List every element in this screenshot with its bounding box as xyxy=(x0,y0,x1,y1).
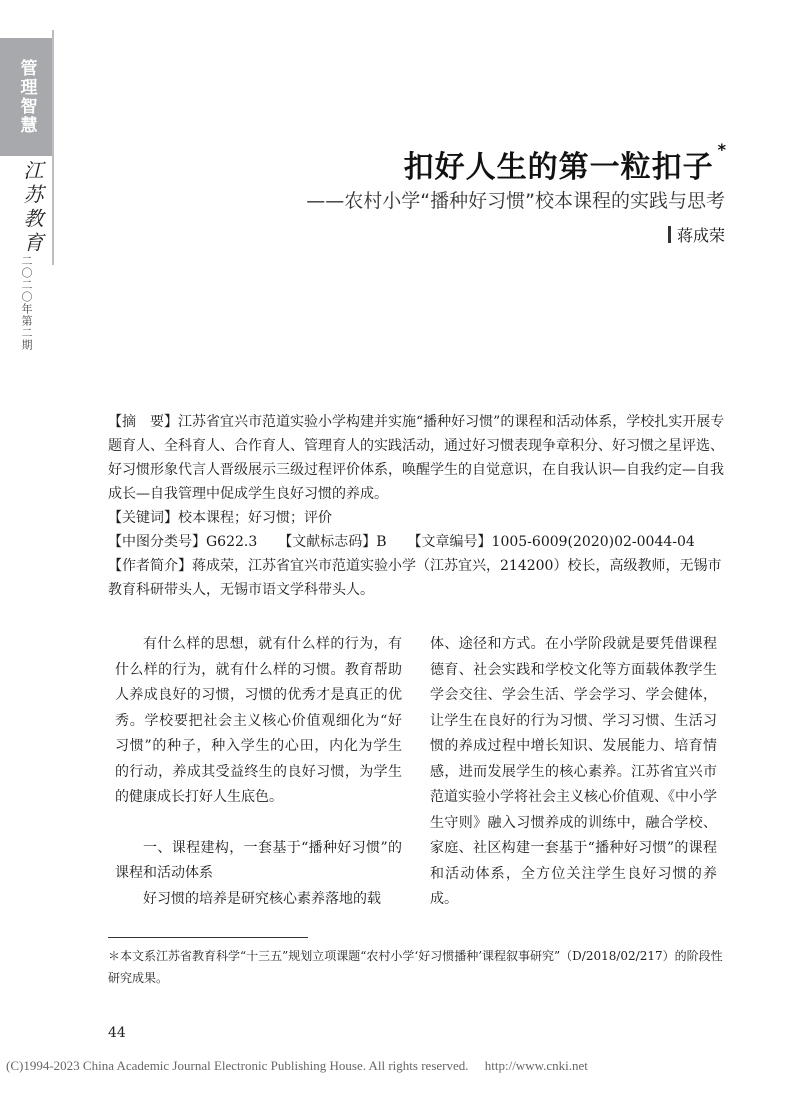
author-name: 蒋成荣 xyxy=(676,226,725,245)
body-paragraph: 有什么样的思想，就有什么样的行为，有什么样的行为，就有什么样的习惯。教育帮助人养成良好的习惯，习惯的优秀才是真正的优秀。学校要把社会主义核心价值观细化为“好习惯”的种子，种入学生的心田，内化为学生的行动，养成其受益终生的良好习惯，为学生的健康成长打好人生底色。 xyxy=(115,636,402,805)
body-column-right xyxy=(430,632,717,913)
article-subtitle: ——农村小学“播种好习惯”校本课程的实践与思考 xyxy=(306,190,725,212)
abstract-block xyxy=(108,410,728,602)
article-title xyxy=(404,142,727,186)
classification-info: 【中图分类号】G622.3 【文献标志码】B 【文章编号】1005-6009(2020)02-0044-04 xyxy=(108,534,695,550)
issue-info: 二〇二〇年第二期 xyxy=(20,255,33,351)
section-heading: 一、课程建构，一套基于“播种好习惯”的课程和活动体系 xyxy=(115,839,402,881)
page-number: 44 xyxy=(108,1025,126,1041)
section-label: 管理智慧 xyxy=(16,59,37,135)
section-tab xyxy=(0,38,54,156)
copyright-notice: (C)1994-2023 China Academic Journal Electronic Publishing House. All rights reserved. http://www.cnki.net xyxy=(6,1058,588,1073)
author-bar xyxy=(668,226,671,243)
body-paragraph: 体、途径和方式。在小学阶段就是要凭借课程德育、社会实践和学校文化等方面载体教学生学会交往、学会生活、学会学习、学会健体，让学生在良好的行为习惯、学习习惯、生活习惯的养成过程中增长知识、发展能力、培育情感，进而发展学生的核心素养。江苏省宜兴市范道实验小学将社会主义核心价值观、《中小学生守则》融入习惯养成的训练中，融合学校、家庭、社区构建一套基于“播种好习惯”的课程和活动体系，全方位关注学生良好习惯的养成。 xyxy=(430,636,717,907)
body-paragraph: 好习惯的培养是研究核心素养落地的载 xyxy=(143,890,381,907)
side-divider xyxy=(52,30,54,265)
journal-name: 江苏教育 xyxy=(20,160,44,256)
footnote: ＊本文系江苏省教育科学“十三五”规划立项课题“农村小学‘好习惯播种’课程叙事研究”（D/2018/02/217）的阶段性研究成果。 xyxy=(108,949,723,985)
author-bio: 【作者简介】蒋成荣，江苏省宜兴市范道实验小学（江苏宜兴，214200）校长，高级教师，无锡市教育科研带头人，无锡市语文学科带头人。 xyxy=(108,558,722,598)
author-line xyxy=(668,223,725,246)
abstract-summary: 【摘 要】江苏省宜兴市范道实验小学构建并实施“播种好习惯”的课程和活动体系，学校扎实开展专题育人、全科育人、合作育人、管理育人的实践活动，通过好习惯表现争章积分、好习惯之星评选、好习惯形象代言人晋级展示三级过程评价体系，唤醒学生的自觉意识，在自我认识—自我约定—自我成长—自我管理中促成学生良好习惯的养成。 xyxy=(108,414,725,502)
body-column-left xyxy=(115,632,402,912)
footnote-divider xyxy=(108,937,308,938)
title-footnote-mark: * xyxy=(717,140,727,159)
keywords: 【关键词】校本课程；好习惯；评价 xyxy=(108,510,332,526)
title-text: 扣好人生的第一粒扣子 xyxy=(403,150,714,185)
